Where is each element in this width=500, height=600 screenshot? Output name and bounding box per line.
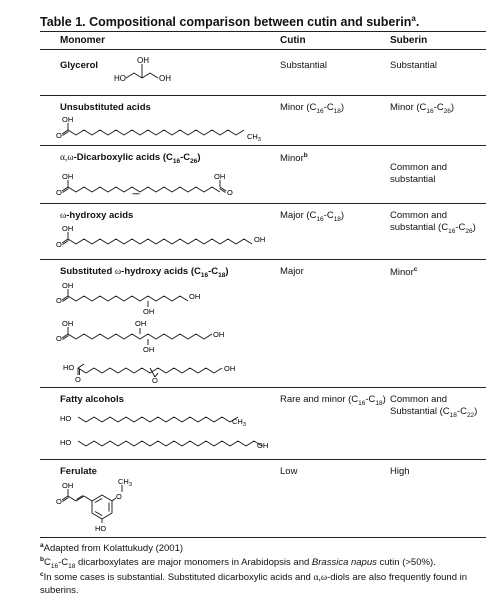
label-oh: OH [135, 319, 147, 329]
substituted-hydroxy-acid-structure-a [56, 281, 280, 317]
header-suberin: Suberin [390, 32, 486, 50]
label-oh: OH [62, 319, 74, 329]
monomer-name: ω-hydroxy acids [60, 210, 134, 222]
table-row [40, 260, 486, 388]
monomer-cell [40, 460, 280, 538]
cutin-cell: Substantial [280, 50, 390, 96]
label-o: O [75, 375, 81, 385]
ferulate-structure [56, 477, 280, 534]
suberin-cell: Minor$^c$ [390, 260, 486, 388]
cutin-cell: Low [280, 460, 390, 538]
fatty-alcohol-structure-a [60, 409, 280, 431]
monomer-name: Ferulate [60, 466, 97, 478]
label-ho: HO [95, 524, 107, 534]
label-o: O [56, 334, 62, 344]
label-ch3: $CH_3$ [247, 132, 261, 144]
monomer-name: Fatty alcohols [60, 394, 124, 406]
title-footnote-mark: a [411, 14, 416, 23]
label-epoxide-o: O [152, 376, 158, 386]
monomer-cell [40, 204, 280, 260]
suberin-cell: Minor $(C_{16}-C_{26})$ [390, 96, 486, 146]
cutin-cell: Minor$^b$ [280, 146, 390, 204]
label-o: O [56, 188, 62, 198]
cutin-cell: Major $(C_{16}-C_{18})$ [280, 204, 390, 260]
label-oh: OH [62, 281, 74, 291]
label-o: O [56, 240, 62, 250]
substituted-hydroxy-acid-structure-b [56, 319, 280, 355]
epoxy-hydroxy-acid-structure [60, 353, 280, 386]
footnotes [40, 538, 486, 597]
monomer-cell [40, 50, 280, 96]
footnote-a: $^a$Adapted from Kolattukudy (2001) [40, 542, 184, 555]
cutin-cell: Rare and minor $(C_{16}-C_{18})$ [280, 388, 390, 460]
footnote-b: $^bC_{16}-C_{18}$ dicarboxylates are major monomers in Arabidopsis and Brassica napus cutin (>50%). [40, 555, 436, 570]
suberin-cell: Common and substantial $(C_{16}-C_{26})$ [390, 204, 486, 260]
label-oh: OH [159, 74, 172, 84]
label-oh: OH [224, 364, 236, 374]
label-ch3: $CH_3$ [118, 477, 132, 489]
label-ho: HO [60, 438, 72, 448]
suberin-cell: Common and Substantial $(C_{18}-C_{22})$ [390, 388, 486, 460]
label-ho: HO [114, 74, 127, 84]
label-oh: OH [143, 307, 155, 317]
table-title: Table 1. Compositional comparison between cutin and suberin$^a$. [40, 14, 420, 30]
footnote-c: $^c$In some cases is substantial. Substituted dicarboxylic acids and α,ω-diols are also frequently found in suberins. [40, 571, 468, 596]
table-row [40, 204, 486, 260]
monomer-name: Unsubstituted acids [60, 102, 151, 114]
dicarboxylic-acid-structure [56, 171, 280, 199]
label-o: O [56, 131, 62, 141]
monomer-name: α,ω-Dicarboxylic acids $(C_{16}-C_{26})$ [60, 152, 201, 166]
cutin-cell: Major [280, 260, 390, 388]
monomer-cell [40, 146, 280, 204]
fatty-alcohol-structure-b [60, 433, 280, 455]
label-oh: OH [189, 292, 201, 302]
label-oh: OH [257, 441, 269, 451]
glycerol-structure [112, 56, 176, 84]
label-oh: OH [62, 481, 74, 491]
table-row [40, 388, 486, 460]
cutin-cell: Minor $(C_{16}-C_{18})$ [280, 96, 390, 146]
label-oh: OH [62, 224, 74, 234]
label-ch3: $CH_3$ [232, 417, 246, 429]
monomer-name: Glycerol [60, 60, 99, 72]
label-oh: OH [254, 235, 266, 245]
label-o: O [56, 497, 62, 507]
monomer-cell [40, 96, 280, 146]
table-row [40, 146, 486, 204]
label-o: O [227, 188, 233, 198]
suberin-cell: High [390, 460, 486, 538]
monomer-cell [40, 388, 280, 460]
label-o: O [56, 296, 62, 306]
table-row [40, 50, 486, 96]
label-ho: HO [63, 363, 75, 373]
label-o: O [116, 492, 122, 502]
label-oh: OH [62, 172, 74, 182]
label-oh: OH [214, 172, 226, 182]
label-oh: OH [213, 330, 225, 340]
table-row [40, 460, 486, 538]
label-oh: OH [143, 345, 155, 355]
label-oh: OH [137, 56, 150, 66]
composition-table [40, 31, 486, 538]
monomer-cell [40, 260, 280, 388]
monomer-name: Substituted ω-hydroxy acids $(C_{16}-C_{18})$ [60, 266, 229, 280]
label-oh: OH [62, 115, 74, 125]
header-row [40, 32, 486, 50]
omega-hydroxy-acid-structure [56, 223, 280, 251]
header-monomer: Monomer [40, 32, 280, 50]
unsubstituted-acid-structure [56, 115, 280, 144]
table-row [40, 96, 486, 146]
header-cutin: Cutin [280, 32, 390, 50]
suberin-cell: Common and substantial [390, 146, 486, 204]
suberin-cell: Substantial [390, 50, 486, 96]
label-ho: HO [60, 414, 72, 424]
